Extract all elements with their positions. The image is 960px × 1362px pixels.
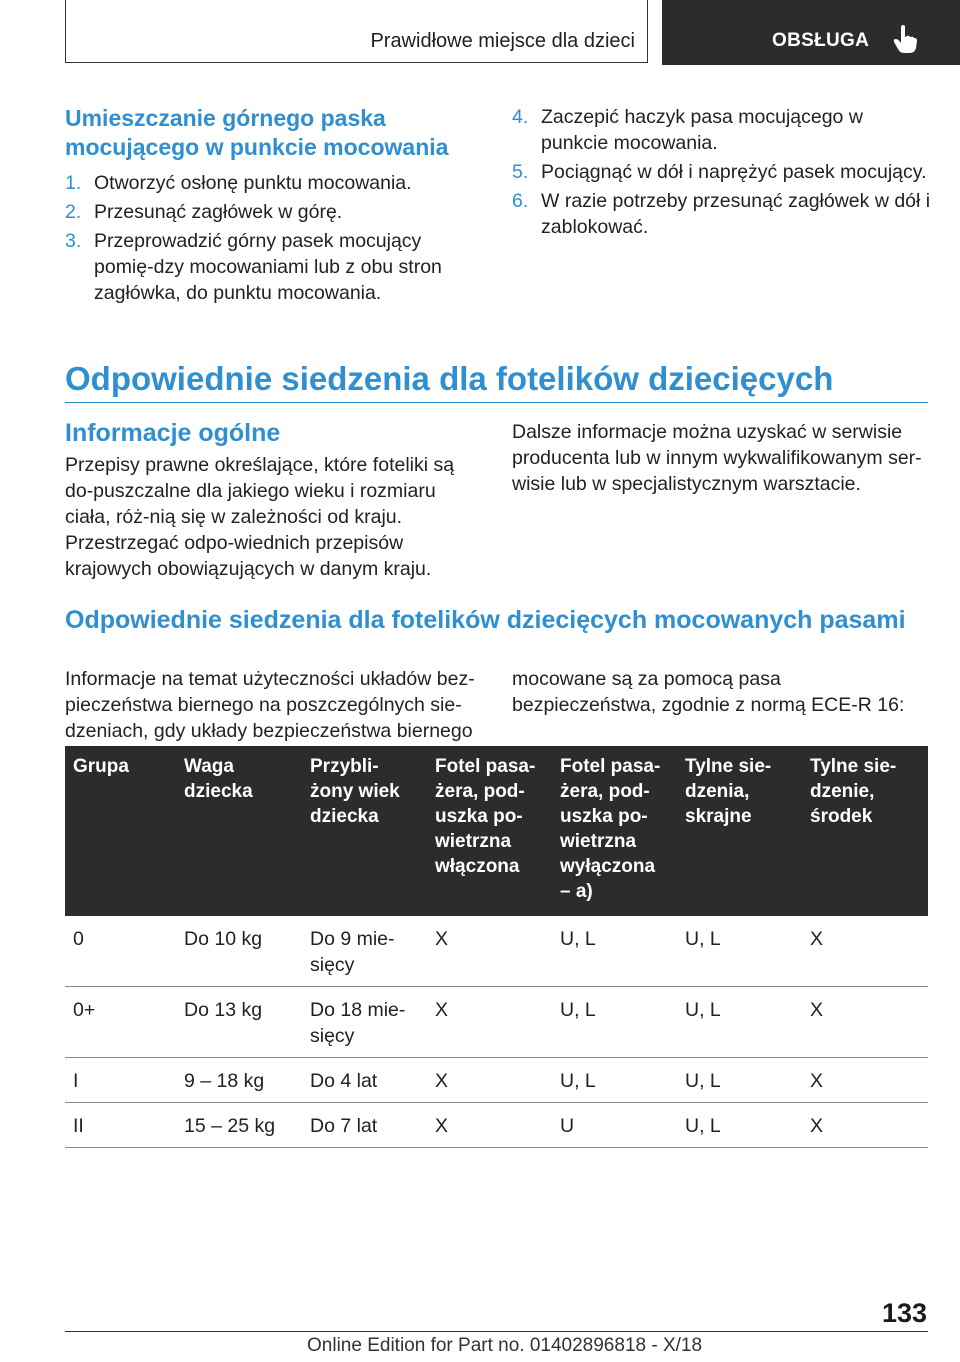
page-number: 133 — [881, 1298, 927, 1328]
table-row — [65, 987, 928, 1058]
table-cell: X — [427, 1058, 552, 1103]
table-cell: U, L — [552, 916, 677, 987]
hand-pointer-icon — [892, 24, 918, 54]
step-number: 4. — [512, 106, 529, 128]
column-header: Fotel pasa-żera, pod-uszka po-wietrzna włączona — [427, 746, 552, 916]
table-cell: U, L — [677, 1103, 802, 1148]
header-section-box — [65, 0, 648, 63]
footer-divider — [65, 1331, 928, 1332]
list-item — [65, 170, 485, 196]
column-header: Przybli-żony wiek dziecka — [302, 746, 427, 916]
step-number: 2. — [65, 201, 82, 223]
general-info-text-continued: Dalsze informacje można uzyskać w serwisie producenta lub w innym wykwalifikowanym ser-wisie lub w specjalistycznym warsztacie. — [512, 421, 922, 495]
table-cell: X — [802, 987, 928, 1058]
upper-tether-heading: Umieszczanie górnego paska mocującego w punkcie mocowania — [65, 105, 449, 160]
upper-tether-steps-list — [65, 170, 485, 306]
upper-tether-steps-list-continued — [512, 104, 932, 240]
table-cell: Do 4 lat — [302, 1058, 427, 1103]
table-cell: X — [427, 987, 552, 1058]
table-cell: 9 – 18 kg — [176, 1058, 302, 1103]
column-header: Fotel pasa-żera, pod-uszka po-wietrzna wyłączona – a) — [552, 746, 677, 916]
column-header: Tylne sie-dzenia, skrajne — [677, 746, 802, 916]
step-number: 5. — [512, 161, 529, 183]
step-text: Pociągnąć w dół i naprężyć pasek mocujący. — [541, 161, 927, 183]
general-info-heading: Informacje ogólne — [65, 419, 281, 447]
table-header-row — [65, 746, 928, 916]
table-cell: U, L — [552, 987, 677, 1058]
section-title: Odpowiednie siedzenia dla fotelików dziecięcych — [65, 358, 928, 403]
list-item — [65, 199, 485, 225]
table-cell: U, L — [677, 916, 802, 987]
step-text: W razie potrzeby przesunąć zagłówek w dół i zablokować. — [541, 190, 931, 238]
header-tab-label: OBSŁUGA — [772, 30, 870, 51]
table-cell: 0 — [65, 916, 176, 987]
table-cell: X — [427, 916, 552, 987]
belted-seats-section — [65, 606, 928, 635]
list-item — [512, 159, 932, 185]
upper-tether-left-column — [65, 104, 485, 309]
belted-seats-text: Informacje na temat użyteczności układów bez-pieczeństwa biernego na poszczególnych sie-dzeniach, gdy układy bezpieczeństwa biernego — [65, 668, 475, 742]
table-cell: U, L — [677, 1058, 802, 1103]
general-info-text: Przepisy prawne określające, które foteliki są do-puszczalne dla jakiego wieku i rozmiaru ciała, róż-nią się w zależności od kraju. Przestrzegać odpo-wiednich przepisów krajowych obowiązujących w danym kraju. — [65, 454, 455, 580]
header-tab-obsluga[interactable] — [662, 0, 960, 65]
table-cell: X — [427, 1103, 552, 1148]
step-text: Otworzyć osłonę punktu mocowania. — [94, 172, 412, 194]
table-cell: 0+ — [65, 987, 176, 1058]
general-info-left-column — [65, 418, 485, 582]
step-text: Przesunąć zagłówek w górę. — [94, 201, 343, 223]
upper-tether-right-column — [512, 104, 932, 243]
table-cell: Do 13 kg — [176, 987, 302, 1058]
table-cell: Do 7 lat — [302, 1103, 427, 1148]
table-cell: Do 10 kg — [176, 916, 302, 987]
step-number: 1. — [65, 172, 82, 194]
table-row — [65, 1058, 928, 1103]
table-cell: II — [65, 1103, 176, 1148]
step-text: Przeprowadzić górny pasek mocujący pomię-dzy mocowaniami lub z obu stron zagłówka, do punktu mocowania. — [94, 230, 442, 304]
table-cell: 15 – 25 kg — [176, 1103, 302, 1148]
table-cell: X — [802, 1103, 928, 1148]
column-header: Grupa — [65, 746, 176, 916]
belted-seats-right-column — [512, 666, 928, 718]
table-cell: U — [552, 1103, 677, 1148]
table-cell: X — [802, 916, 928, 987]
column-header: Tylne sie-dzenie, środek — [802, 746, 928, 916]
list-item — [512, 104, 932, 156]
belted-seats-left-column — [65, 666, 485, 744]
list-item — [512, 188, 932, 240]
column-header: Waga dziecka — [176, 746, 302, 916]
step-number: 3. — [65, 230, 82, 252]
table-cell: Do 18 mie-sięcy — [302, 987, 427, 1058]
table-cell: Do 9 mie-sięcy — [302, 916, 427, 987]
child-seat-suitability-table — [65, 746, 928, 1148]
footer-edition-link[interactable]: Online Edition for Part no. 01402896818 - X/18 — [307, 1335, 703, 1356]
table-cell: X — [802, 1058, 928, 1103]
table-row — [65, 1103, 928, 1148]
step-number: 6. — [512, 190, 529, 212]
list-item — [65, 228, 485, 306]
header-section-title: Prawidłowe miejsce dla dzieci — [370, 30, 635, 52]
belted-seats-heading: Odpowiednie siedzenia dla fotelików dziecięcych mocowanych pasami — [65, 606, 906, 634]
table-cell: U, L — [552, 1058, 677, 1103]
table-cell: I — [65, 1058, 176, 1103]
general-info-right-column — [512, 419, 928, 497]
table-row — [65, 916, 928, 987]
belted-seats-text-continued: mocowane są za pomocą pasa bezpieczeństwa, zgodnie z normą ECE-R 16: — [512, 668, 905, 716]
step-text: Zaczepić haczyk pasa mocującego w punkcie mocowania. — [541, 106, 863, 154]
table-cell: U, L — [677, 987, 802, 1058]
